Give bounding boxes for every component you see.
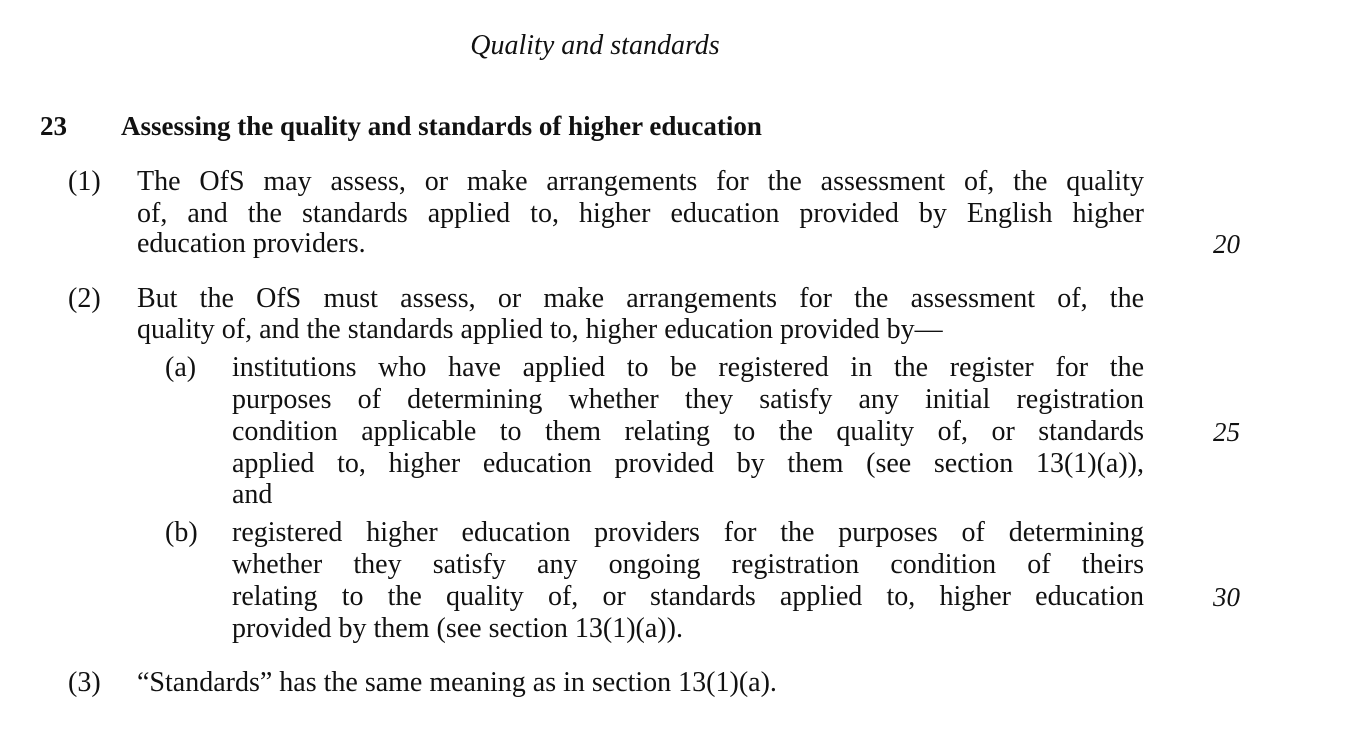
subsection-1-line: education providers. bbox=[137, 228, 366, 259]
paragraph-b-line: registered higher education providers for the purposes of determining bbox=[232, 517, 1144, 548]
line-number-30: 30 bbox=[1213, 582, 1240, 612]
paragraph-a-label: (a) bbox=[165, 352, 197, 383]
paragraph-b-line: relating to the quality of, or standards applied to, higher education bbox=[232, 581, 1144, 612]
section-title: Assessing the quality and standards of higher education bbox=[121, 111, 762, 141]
paragraph-b-line: provided by them (see section 13(1)(a)). bbox=[232, 613, 683, 644]
subsection-1-line: of, and the standards applied to, higher education provided by English higher bbox=[137, 198, 1144, 229]
paragraph-a-line: and bbox=[232, 479, 273, 510]
subsection-1-label: (1) bbox=[68, 166, 101, 197]
paragraph-b-line: whether they satisfy any ongoing registration condition of theirs bbox=[232, 549, 1144, 580]
page-heading: Quality and standards bbox=[470, 30, 720, 61]
section-number: 23 bbox=[40, 111, 67, 141]
subsection-1-line: The OfS may assess, or make arrangements for the assessment of, the quality bbox=[137, 166, 1144, 197]
paragraph-b-label: (b) bbox=[165, 517, 198, 548]
subsection-3-line: “Standards” has the same meaning as in section 13(1)(a). bbox=[137, 667, 777, 698]
paragraph-a-line: purposes of determining whether they satisfy any initial registration bbox=[232, 384, 1144, 415]
subsection-2-line: But the OfS must assess, or make arrangements for the assessment of, the bbox=[137, 283, 1144, 314]
subsection-2-label: (2) bbox=[68, 283, 101, 314]
line-number-20: 20 bbox=[1213, 229, 1240, 259]
paragraph-a-line: institutions who have applied to be registered in the register for the bbox=[232, 352, 1144, 383]
paragraph-a-line: applied to, higher education provided by them (see section 13(1)(a)), bbox=[232, 448, 1144, 479]
subsection-3-label: (3) bbox=[68, 667, 101, 698]
subsection-2-line: quality of, and the standards applied to, higher education provided by— bbox=[137, 314, 943, 345]
paragraph-a-line: condition applicable to them relating to the quality of, or standards bbox=[232, 416, 1144, 447]
line-number-25: 25 bbox=[1213, 417, 1240, 447]
